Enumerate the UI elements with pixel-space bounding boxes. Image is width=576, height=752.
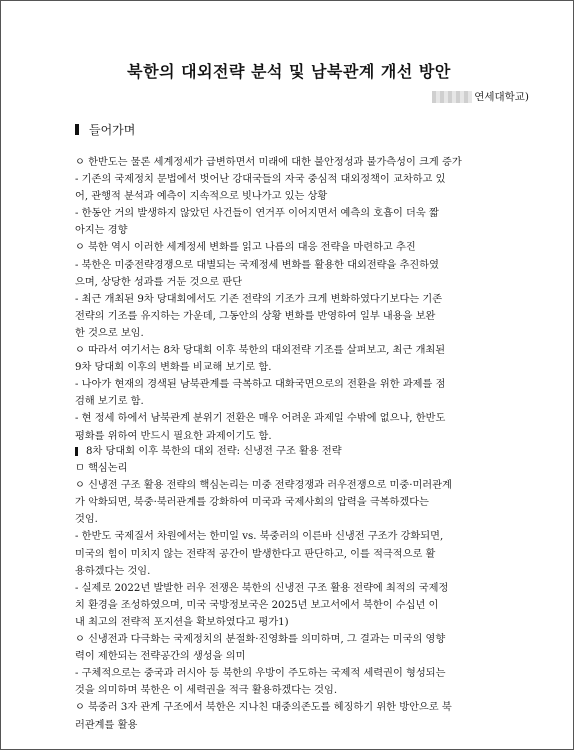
text-line: ㅁ 핵심논리 — [75, 463, 128, 475]
redacted-name — [432, 91, 472, 103]
text-line: - 실제로 2022년 발발한 러우 전쟁은 북한의 신냉전 구조 활용 전략에 최적의 국제정 — [75, 582, 449, 594]
text-line: 것을 의미하며 북한은 이 세력권을 적극 활용하겠다는 것임. — [75, 685, 338, 697]
text-line: 미국의 힘이 미치지 않는 전략적 공간이 발생한다고 판단하고, 이를 적극적으로 활 — [75, 548, 436, 560]
author-affiliation: 연세대학교) — [474, 91, 529, 103]
text-line: 내 최고의 전략적 포지션을 확보하였다고 평가1) — [75, 616, 289, 628]
text-line: 러관계를 활용 — [75, 719, 138, 731]
text-line: - 북한은 미중전략경쟁으로 대별되는 국제정세 변화를 활용한 대외전략을 추진하였 — [75, 259, 439, 271]
text-line: 용하겠다는 것임. — [75, 565, 151, 577]
text-line: ㅇ 북한 역시 이러한 세계정세 변화를 읽고 나름의 대응 전략을 마련하고 추진 — [75, 242, 416, 254]
text-line: - 나아가 현재의 경색된 남북관계를 극복하고 대화국면으로의 전환을 위한 과제를 점 — [75, 379, 446, 391]
section2-lines — [75, 460, 505, 734]
text-line: 전략의 기조를 유지하는 가운데, 그동안의 상황 변화를 반영하여 일부 내용을 보완 — [75, 310, 436, 322]
text-line: - 한동안 거의 발생하지 않았던 사건들이 연거푸 이어지면서 예측의 호흡이 더욱 짧 — [75, 208, 439, 220]
document-title: 북한의 대외전략 분석 및 남북관계 개선 방안 — [127, 62, 451, 81]
text-line: - 현 정세 하에서 남북관계 분위기 전환은 매우 어려운 과제일 수밖에 없으나, 한반도 — [75, 413, 446, 425]
intro-body — [75, 154, 505, 445]
text-line: 력이 제한되는 전략공간의 생성을 의미 — [75, 651, 246, 663]
intro-heading-text: 들어가며 — [89, 123, 136, 137]
section-bar-icon — [75, 447, 78, 456]
section2-body — [75, 443, 505, 734]
text-line: 치 환경을 조성하였으며, 미국 국방정보국은 2025년 보고서에서 북한이 수십년 이 — [75, 599, 439, 611]
text-line: 가 악화되면, 북중·북러관계를 강화하여 미국과 국제사회의 압력을 극복하겠다는 — [75, 497, 429, 509]
text-line: 9차 당대회 이후의 변화를 비교해 보기로 함. — [75, 362, 272, 374]
text-line: 것임. — [75, 514, 98, 526]
text-line: ㅇ 따라서 여기서는 8차 당대회 이후 북한의 대외전략 기조를 살펴보고, 최근 개최된 — [75, 345, 446, 357]
text-line: 검해 보기로 함. — [75, 396, 144, 408]
section-bar-icon — [75, 124, 79, 135]
text-line: 평화를 위하여 반드시 필요한 과제이기도 함. — [75, 430, 272, 442]
text-line: 어, 관행적 분석과 예측이 지속적으로 빗나가고 있는 상황 — [75, 191, 328, 203]
intro-heading — [75, 121, 135, 138]
section2-heading — [75, 443, 505, 460]
section2-heading-text: 8차 당대회 이후 북한의 대외 전략: 신냉전 구조 활용 전략 — [86, 446, 342, 457]
author-line — [432, 89, 529, 104]
text-line: - 한반도 국제질서 차원에서는 한미일 vs. 북중러의 이른바 신냉전 구조가 강화되면, — [75, 531, 444, 543]
text-line: ㅇ 신냉전 구조 활용 전략의 핵심논리는 미중 전략경쟁과 러우전쟁으로 미중·미러관계 — [75, 480, 452, 492]
text-line: ㅇ 북중러 3자 관계 구조에서 북한은 지나친 대중의존도를 헤징하기 위한 방안으로 북 — [75, 702, 452, 714]
text-line: - 구체적으로는 중국과 러시아 등 북한의 우방이 주도하는 국제적 세력권이 형성되는 — [75, 668, 446, 680]
text-line: ㅇ 신냉전과 다극화는 국제정치의 분절화·진영화를 의미하며, 그 결과는 미국의 영향 — [75, 634, 446, 646]
text-line: - 최근 개최된 9차 당대회에서도 기존 전략의 기조가 크게 변화하였다기보다는 기존 — [75, 293, 443, 305]
text-line: 으며, 상당한 성과를 거둔 것으로 판단 — [75, 276, 243, 288]
text-line: - 기존의 국제정치 문법에서 벗어난 강대국들의 자국 중심적 대외정책이 교차하고 있 — [75, 174, 446, 186]
text-line: 아지는 경향 — [75, 225, 128, 237]
text-line: 한 것으로 보임. — [75, 327, 144, 339]
text-line: ㅇ 한반도는 물론 세계정세가 급변하면서 미래에 대한 불안정성과 불가측성이 크게 증가 — [75, 157, 462, 168]
